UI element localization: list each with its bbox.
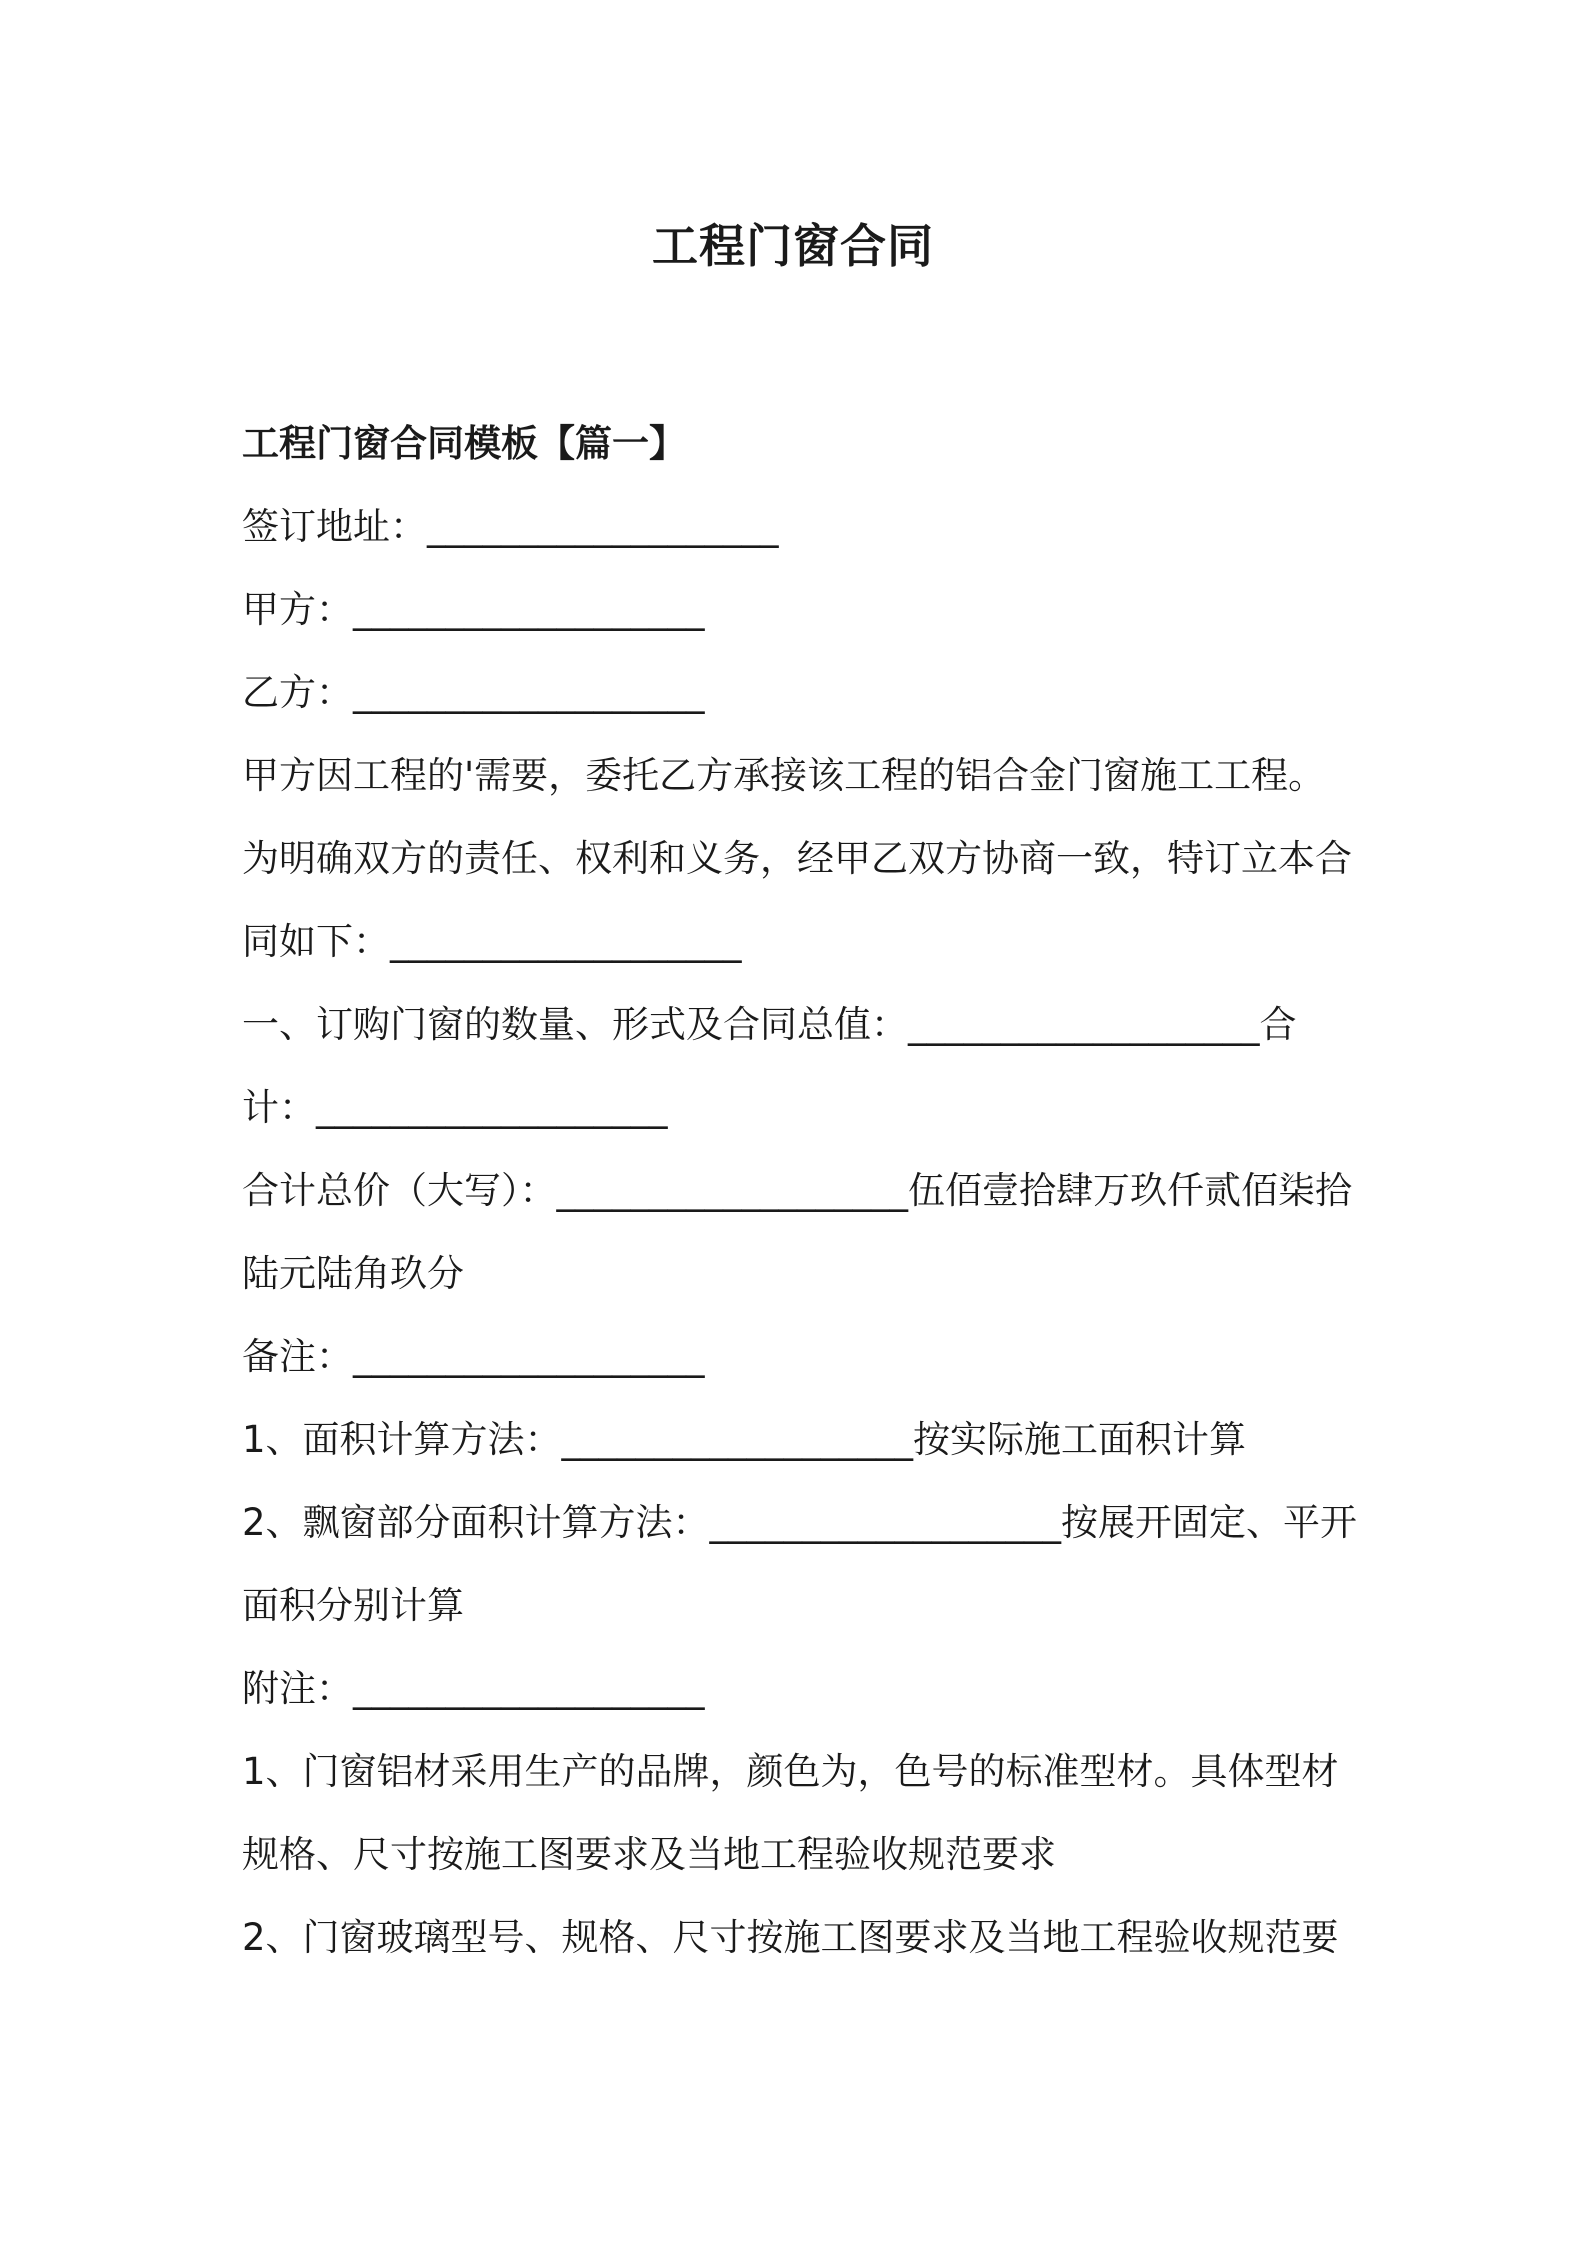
clause-line: 面积分别计算 — [242, 1584, 464, 1627]
party-b-line: 乙方：___________________ — [242, 671, 705, 714]
clause-line: 1、面积计算方法：___________________按实际施工面积计算 — [242, 1418, 1247, 1461]
paragraph-line: 为明确双方的责任、权利和义务，经甲乙双方协商一致，特订立本合 — [242, 837, 1352, 880]
document-body — [242, 402, 1362, 1979]
party-a-line: 甲方：___________________ — [242, 588, 705, 631]
clause-line: 1、门窗铝材采用生产的品牌，颜色为，色号的标准型材。具体型材 — [242, 1750, 1339, 1793]
document-title: 工程门窗合同 — [652, 219, 934, 273]
clause-line: 一、订购门窗的数量、形式及合同总值：___________________合 — [242, 1003, 1297, 1046]
total-price-line: 合计总价（大写）：___________________伍佰壹拾肆万玖仟贰佰柒拾 — [242, 1169, 1352, 1212]
signing-address-line: 签订地址：___________________ — [242, 505, 779, 548]
paragraph-line: 甲方因工程的'需要，委托乙方承接该工程的铝合金门窗施工工程。 — [242, 754, 1326, 797]
clause-line: 规格、尺寸按施工图要求及当地工程验收规范要求 — [242, 1833, 1056, 1876]
remarks-line: 备注：___________________ — [242, 1335, 705, 1378]
total-price-line: 陆元陆角玖分 — [242, 1252, 464, 1295]
clause-line: 2、飘窗部分面积计算方法：___________________按展开固定、平开 — [242, 1501, 1358, 1544]
section-heading: 工程门窗合同模板【篇一】 — [242, 422, 686, 465]
clause-line: 计：___________________ — [242, 1086, 668, 1129]
paragraph-line: 同如下：___________________ — [242, 920, 742, 963]
clause-line: 2、门窗玻璃型号、规格、尺寸按施工图要求及当地工程验收规范要 — [242, 1916, 1339, 1959]
notes-line: 附注：___________________ — [242, 1667, 705, 1710]
